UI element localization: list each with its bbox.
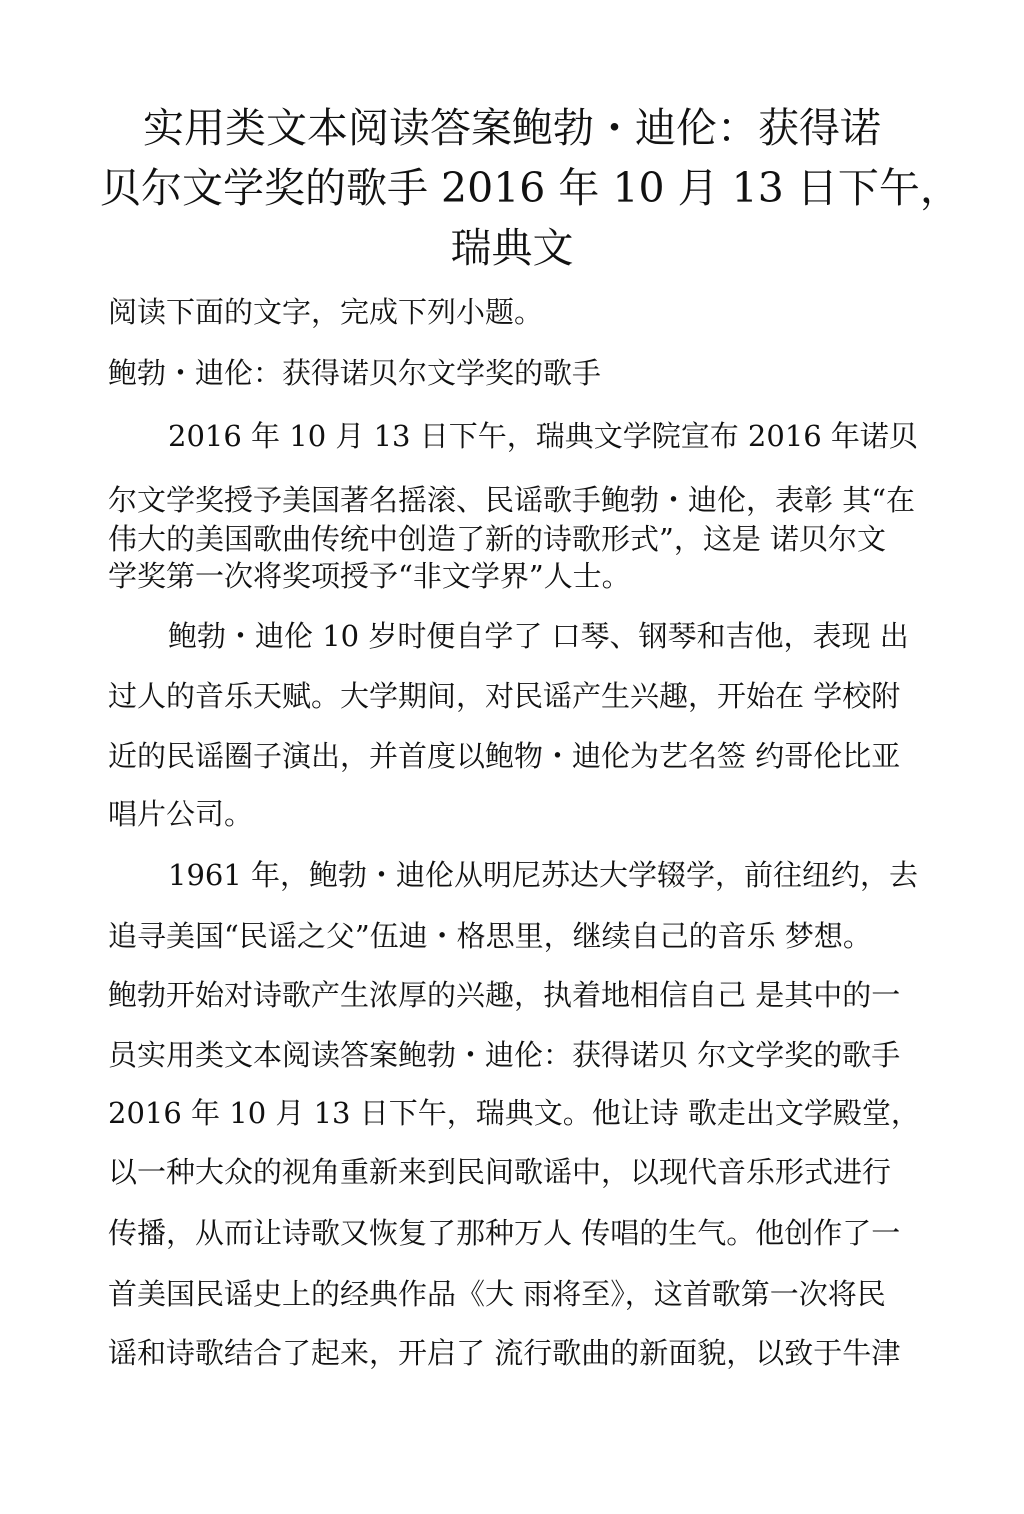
paragraph-line: 追寻美国“民谣之父”伍迪・格思里，继续自己的音乐 梦想。 — [108, 919, 872, 953]
document-title — [100, 98, 961, 278]
paragraph-line: 近的民谣圈子演出，并首度以鲍物・迪伦为艺名签 约哥伦比亚 — [108, 739, 901, 773]
paragraph-line: 伟大的美国歌曲传统中创造了新的诗歌形式”，这是 诺贝尔文 — [108, 522, 887, 556]
paragraph-line: 员实用类文本阅读答案鲍勃・迪伦：获得诺贝 尔文学奖的歌手 — [108, 1038, 901, 1072]
paragraph-line: 鲍勃・迪伦 10 岁时便自学了 口琴、钢琴和吉他，表现 出 — [168, 619, 909, 653]
title-line: 瑞典文 — [450, 224, 574, 272]
title-line: 实用类文本阅读答案鲍勃・迪伦：获得诺 — [143, 104, 881, 152]
paragraph-line: 学奖第一次将奖项授予“非文学界”人士。 — [108, 559, 631, 593]
paragraph-line: 传播，从而让诗歌又恢复了那种万人 传唱的生气。他创作了一 — [108, 1216, 901, 1250]
paragraph-line: 2016 年 10 月 13 日下午，瑞典文学院宣布 2016 年诺贝 — [168, 419, 918, 453]
article-heading: 鲍勃・迪伦：获得诺贝尔文学奖的歌手 — [108, 356, 602, 390]
title-line: 贝尔文学奖的歌手 2016 年 10 月 13 日下午， — [100, 164, 961, 212]
instruction-line: 阅读下面的文字，完成下列小题。 — [108, 295, 544, 329]
paragraph-line: 1961 年，鲍勃・迪伦从明尼苏达大学辍学，前往纽约，去 — [168, 858, 919, 892]
paragraph-line: 2016 年 10 月 13 日下午，瑞典文。他让诗 歌走出文学殿堂， — [108, 1096, 920, 1130]
paragraph-line: 尔文学奖授予美国著名摇滚、民谣歌手鲍勃・迪伦，表彰 其“在 — [108, 483, 916, 517]
paragraph-line: 过人的音乐天赋。大学期间，对民谣产生兴趣，开始在 学校附 — [108, 679, 901, 713]
paragraph-line: 鲍勃开始对诗歌产生浓厚的兴趣，执着地相信自己 是其中的一 — [108, 978, 901, 1012]
paragraph-line: 首美国民谣史上的经典作品《大 雨将至》，这首歌第一次将民 — [108, 1277, 886, 1311]
paragraph-line: 唱片公司。 — [108, 797, 254, 831]
paragraph-line: 以一种大众的视角重新来到民间歌谣中，以现代音乐形式进行 — [108, 1155, 892, 1189]
paragraph-line: 谣和诗歌结合了起来，开启了 流行歌曲的新面貌，以致于牛津 — [108, 1336, 901, 1370]
